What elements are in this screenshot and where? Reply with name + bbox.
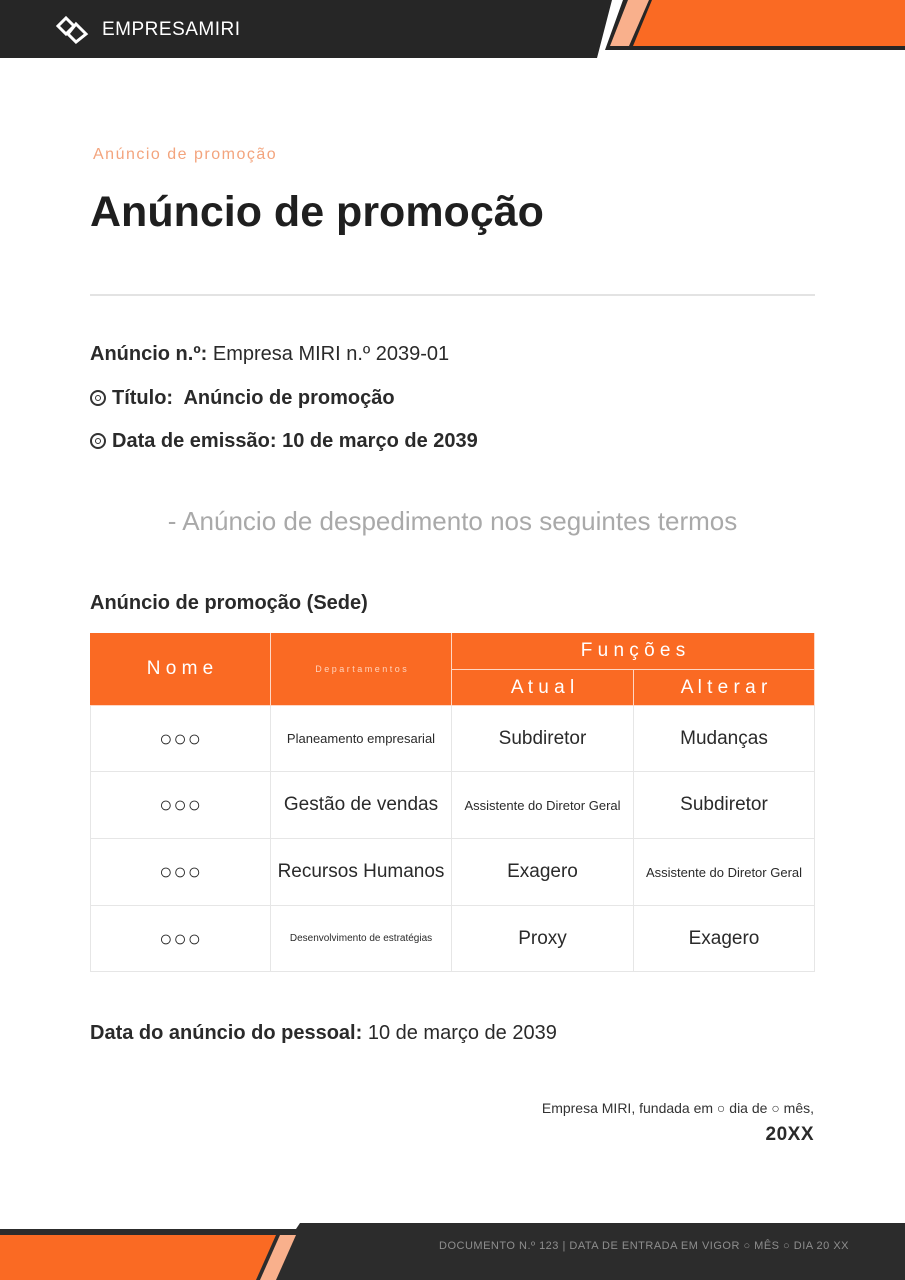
brand-name: EMPRESAMIRI [102, 19, 241, 40]
header-current: A t u a l [452, 670, 634, 706]
issue-date-line [90, 430, 478, 453]
title-value: Anúncio de promoção [183, 387, 395, 409]
issue-date-value: 10 de março de 2039 [282, 430, 478, 452]
divider [90, 294, 815, 296]
footer-decoration [0, 1223, 905, 1280]
title-label: Título: [112, 387, 174, 409]
table-cell-name: ○○○ [90, 839, 271, 906]
table-cell-current: Exagero [452, 839, 634, 906]
table-title: Anúncio de promoção (Sede) [90, 592, 368, 614]
table-cell-name: ○○○ [90, 772, 271, 839]
header-decoration [0, 0, 905, 58]
table-cell-current: Subdiretor [452, 706, 634, 772]
table-cell-current: Proxy [452, 906, 634, 972]
staff-announcement-date [90, 1022, 557, 1045]
signature-line: Empresa MIRI, fundada em ○ dia de ○ mês, [541, 1100, 814, 1116]
header-department: D e p a r t a m e n t o s [271, 633, 452, 706]
table-cell-name: ○○○ [90, 706, 271, 772]
announcement-number [90, 343, 449, 366]
header-change: A l t e r a r [634, 670, 815, 706]
subtitle: - Anúncio de despedimento nos seguintes termos [167, 506, 738, 536]
announcement-number-value: Empresa MIRI n.º 2039-01 [212, 343, 450, 365]
document-info: DOCUMENTO N.º 123 | DATA DE ENTRADA EM VIGOR ○ MÊS ○ DIA 20 XX [439, 1240, 849, 1252]
table-cell-change: Subdiretor [634, 772, 815, 839]
table-cell-change: Mudanças [634, 706, 815, 772]
header-name: N o m e [90, 633, 271, 706]
announcement-number-label: Anúncio n.º: [90, 343, 208, 365]
staff-date-value: 10 de março de 2039 [367, 1022, 557, 1044]
staff-date-label: Data do anúncio do pessoal: [90, 1022, 363, 1044]
table-cell-department: Planeamento empresarial [271, 706, 452, 772]
issue-date-label: Data de emissão: [112, 430, 277, 452]
table-cell-department: Recursos Humanos [271, 839, 452, 906]
double-circle-icon [90, 433, 106, 449]
table-cell-change: Exagero [634, 906, 815, 972]
signature-year: 20XX [765, 1124, 814, 1145]
promotion-table [90, 633, 815, 972]
table-cell-current: Assistente do Diretor Geral [452, 772, 634, 839]
header-functions: F u n ç õ e s [452, 633, 815, 670]
table-cell-department: Gestão de vendas [271, 772, 452, 839]
page-title: Anúncio de promoção [90, 188, 544, 236]
table-cell-department: Desenvolvimento de estratégias [271, 906, 452, 972]
announcement-title-line [90, 387, 395, 410]
table-cell-change: Assistente do Diretor Geral [634, 839, 815, 906]
double-circle-icon [90, 390, 106, 406]
eyebrow-label: Anúncio de promoção [93, 146, 278, 163]
table-cell-name: ○○○ [90, 906, 271, 972]
